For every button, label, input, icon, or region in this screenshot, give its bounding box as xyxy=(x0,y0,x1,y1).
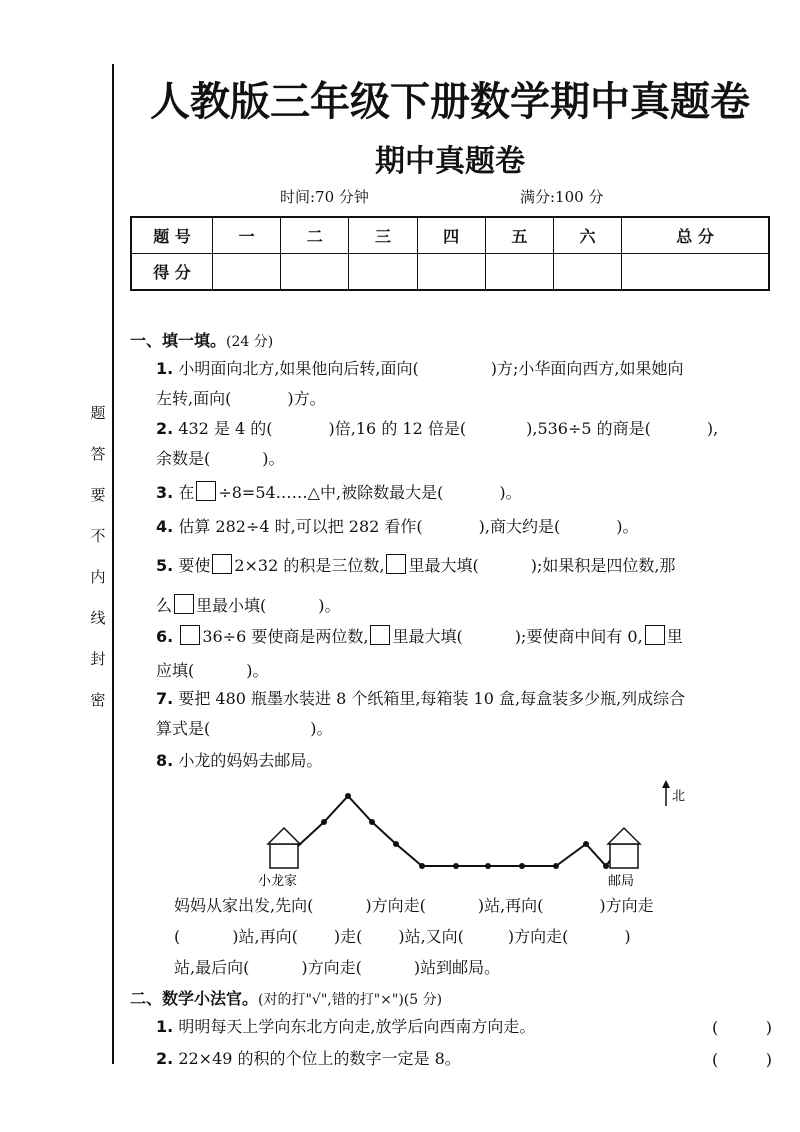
question-text: 明明每天上学向东北方向走,放学后向西南方向走。 xyxy=(178,1017,536,1036)
question-number: 5. xyxy=(156,556,174,575)
score-entry-cell[interactable] xyxy=(213,254,281,291)
home-house-icon xyxy=(268,828,300,868)
question-6 xyxy=(156,620,772,688)
question-text: 左转,面向( xyxy=(156,389,232,408)
question-text: 么 xyxy=(156,596,173,615)
binding-char: 答 xyxy=(90,445,106,463)
score-entry-cell[interactable] xyxy=(281,254,349,291)
score-table-cell: 二 xyxy=(281,217,349,254)
question-number: 6. xyxy=(156,627,174,646)
route-stop xyxy=(583,841,589,847)
section-title: 一、填一填。 xyxy=(130,331,227,350)
score-table-cell: 一 xyxy=(213,217,281,254)
route-stop xyxy=(321,819,327,825)
digit-box[interactable] xyxy=(180,625,200,645)
question-text: 站,最后向( xyxy=(174,958,250,977)
question-text: )方;小华面向西方,如果她向 xyxy=(490,359,684,378)
question-text: 36÷6 要使商是两位数, xyxy=(202,627,369,646)
binding-margin-note xyxy=(88,402,108,710)
question-text: )站到邮局。 xyxy=(413,958,501,977)
exam-time: 时间:70 分钟 xyxy=(280,188,369,206)
route-stop xyxy=(553,863,559,869)
question-text: )方向走( xyxy=(365,896,426,915)
route-stop xyxy=(453,863,459,869)
binding-line xyxy=(112,64,114,1064)
question-5 xyxy=(156,546,772,626)
paren-close: ) xyxy=(765,1050,772,1069)
question-text: );要使商中间有 0, xyxy=(514,627,643,646)
question-text: 妈妈从家出发,先向( xyxy=(174,896,314,915)
score-table-cell: 题 号 xyxy=(131,217,213,254)
score-table-cell: 四 xyxy=(417,217,485,254)
binding-char: 不 xyxy=(90,527,106,545)
judge-answer-2[interactable] xyxy=(712,1050,772,1069)
binding-char: 要 xyxy=(90,486,106,504)
route-stop xyxy=(393,841,399,847)
digit-box[interactable] xyxy=(196,481,216,501)
section-points: (24 分) xyxy=(226,334,274,350)
binding-char: 线 xyxy=(90,609,106,627)
question-text: )站,又向( xyxy=(398,927,464,946)
north-arrow xyxy=(662,780,685,806)
route-stop xyxy=(519,863,525,869)
question-text: ÷8=54……△中,被除数最大是( xyxy=(218,483,444,502)
paren-close: ) xyxy=(765,1018,772,1037)
route-stop xyxy=(603,863,609,869)
question-number: 1. xyxy=(156,359,174,378)
question-text: ),536÷5 的商是( xyxy=(526,419,651,438)
question-number: 3. xyxy=(156,483,174,502)
question-text: )方向走( xyxy=(301,958,362,977)
score-entry-cell[interactable] xyxy=(417,254,485,291)
exam-full-score: 满分:100 分 xyxy=(520,188,604,206)
question-3 xyxy=(156,478,772,508)
question-number: 8. xyxy=(156,751,174,770)
home-label: 小龙家 xyxy=(258,874,298,889)
score-table-cell: 五 xyxy=(485,217,553,254)
score-table-score-row xyxy=(131,254,769,291)
score-table-cell: 六 xyxy=(553,217,621,254)
question-number: 4. xyxy=(156,517,174,536)
route-stop xyxy=(485,863,491,869)
question-text: 应填( xyxy=(156,661,195,680)
question-text: )。 xyxy=(499,483,522,502)
paren-open: ( xyxy=(712,1018,719,1037)
question-text: )倍,16 的 12 倍是( xyxy=(328,419,467,438)
section-title: 二、数学小法官。 xyxy=(130,989,259,1008)
question-text: )站,再向( xyxy=(477,896,544,915)
question-text: )方。 xyxy=(287,389,326,408)
post-office-house-icon xyxy=(608,828,640,868)
score-table-cell: 三 xyxy=(349,217,417,254)
route-diagram xyxy=(250,772,710,892)
question-text: 432 是 4 的( xyxy=(178,419,273,438)
question-text: 里最大填( xyxy=(408,556,479,575)
score-table xyxy=(130,216,770,291)
score-entry-cell[interactable] xyxy=(349,254,417,291)
route-stop xyxy=(419,863,425,869)
binding-char: 封 xyxy=(90,650,106,668)
digit-box[interactable] xyxy=(386,554,406,574)
digit-box[interactable] xyxy=(645,625,665,645)
question-text: ),商大约是( xyxy=(478,517,561,536)
question-1 xyxy=(156,354,772,414)
question-text: )。 xyxy=(616,517,639,536)
route-stop xyxy=(345,793,351,799)
page-subtitle: 期中真题卷 xyxy=(375,144,525,179)
digit-box[interactable] xyxy=(174,594,194,614)
section-heading-1 xyxy=(130,328,273,351)
question-4 xyxy=(156,512,772,542)
binding-char: 内 xyxy=(90,568,106,586)
question-2 xyxy=(156,414,772,474)
north-label: 北 xyxy=(672,789,686,804)
question-text: 余数是( xyxy=(156,449,211,468)
question-text: )。 xyxy=(310,719,333,738)
question-text: 在 xyxy=(178,483,195,502)
question-text: );如果积是四位数,那 xyxy=(530,556,676,575)
question-8-answer xyxy=(174,890,772,983)
question-number: 2. xyxy=(156,419,174,438)
judge-item-1 xyxy=(156,1012,772,1042)
question-number: 7. xyxy=(156,689,174,708)
question-text: 里最小填( xyxy=(196,596,267,615)
question-text: 要使 xyxy=(178,556,211,575)
route-stop xyxy=(369,819,375,825)
question-7 xyxy=(156,684,772,744)
question-text: 22×49 的积的个位上的数字一定是 8。 xyxy=(178,1049,461,1068)
question-number: 1. xyxy=(156,1017,174,1036)
question-text: )方向走( xyxy=(507,927,569,946)
question-text: ) xyxy=(624,927,631,946)
digit-box[interactable] xyxy=(212,554,232,574)
score-table-cell: 总 分 xyxy=(622,217,769,254)
digit-box[interactable] xyxy=(370,625,390,645)
section-instructions: (对的打"√",错的打"×")(5 分) xyxy=(258,992,443,1008)
score-entry-cell[interactable] xyxy=(553,254,621,291)
score-entry-cell[interactable] xyxy=(622,254,769,291)
question-text: 小明面向北方,如果他向后转,面向( xyxy=(178,359,419,378)
question-text: 里 xyxy=(666,627,683,646)
question-text: 里最大填( xyxy=(392,627,463,646)
question-text: 2×32 的积是三位数, xyxy=(234,556,385,575)
question-text: )。 xyxy=(246,661,269,680)
question-text: 小龙的妈妈去邮局。 xyxy=(178,751,323,770)
question-text: )。 xyxy=(262,449,285,468)
question-text: ( xyxy=(174,927,181,946)
paren-open: ( xyxy=(712,1050,719,1069)
page-title: 人教版三年级下册数学期中真题卷 xyxy=(150,79,750,125)
binding-char: 题 xyxy=(90,404,106,422)
judge-item-2 xyxy=(156,1044,772,1074)
question-text: )站,再向( xyxy=(232,927,298,946)
question-text: )方向走 xyxy=(599,896,654,915)
score-table-cell: 得 分 xyxy=(131,254,213,291)
section-heading-2 xyxy=(130,986,442,1009)
question-text: 算式是( xyxy=(156,719,211,738)
judge-answer-1[interactable] xyxy=(712,1018,772,1037)
question-text: 要把 480 瓶墨水装进 8 个纸箱里,每箱装 10 盒,每盒装多少瓶,列成综合 xyxy=(178,689,686,708)
question-text: ), xyxy=(706,419,719,438)
score-entry-cell[interactable] xyxy=(485,254,553,291)
question-text: )。 xyxy=(318,596,341,615)
question-text: 估算 282÷4 时,可以把 282 看作( xyxy=(178,517,423,536)
route-path xyxy=(284,796,622,866)
question-text: )走( xyxy=(333,927,363,946)
question-number: 2. xyxy=(156,1049,174,1068)
score-table-header-row xyxy=(131,217,769,254)
post-office-label: 邮局 xyxy=(608,874,635,889)
binding-char: 密 xyxy=(90,691,106,709)
